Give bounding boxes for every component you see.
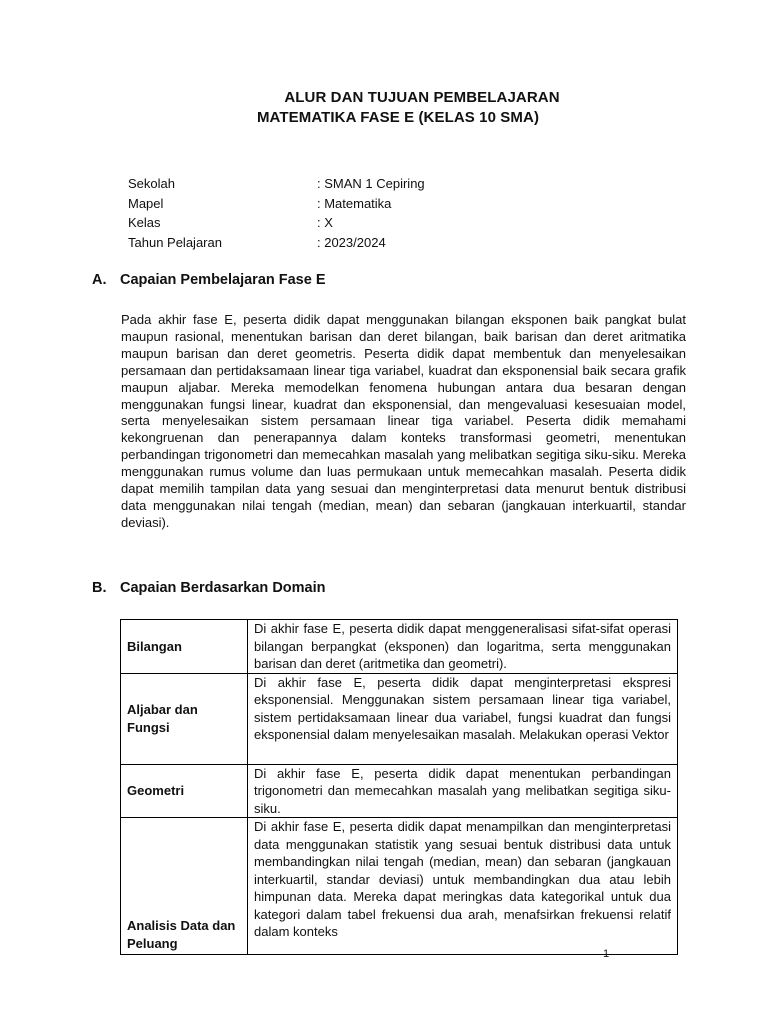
domain-name: Geometri (121, 764, 248, 818)
info-label: Tahun Pelajaran (128, 234, 222, 250)
domain-name: Analisis Data dan Peluang (121, 818, 248, 955)
info-row-academic-year (128, 233, 425, 253)
document-title-line1: ALUR DAN TUJUAN PEMBELAJARAN (284, 89, 560, 106)
info-row-subject (128, 194, 425, 214)
domain-description: Di akhir fase E, peserta didik dapat menginterpretasi ekspresi eksponensial. Menggunakan sistem persamaan linear tiga variabel, sistem pertidaksamaan linear dua variabel, fungsi kuadrat dan fungsi eksponensial dalam menyelesaikan masalah. Melakukan operasi Vektor (248, 673, 678, 764)
domain-description-cell (248, 818, 678, 955)
info-value: : 2023/2024 (317, 234, 386, 250)
document-title-line2: MATEMATIKA FASE E (KELAS 10 SMA) (256, 109, 540, 126)
domain-name: Aljabar dan Fungsi (121, 673, 248, 764)
section-a-paragraph: Pada akhir fase E, peserta didik dapat menggunakan bilangan eksponen baik pangkat bulat maupun rasional, menentukan barisan dan deret bilangan, baik barisan dan deret aritmatika maupun barisan dan deret geometris. Peserta didik dapat membentuk dan menyelesaikan persamaan dan pertidaksamaan linear tiga variabel, kuadrat dan eksponensial baik secara grafik maupun aljabar. Mereka memodelkan fenomena hubungan antara dua besaran dengan menggunakan fungsi linear, kuadrat dan eksponensial, dan mengevaluasi kesesuaian model, serta menyelesaikan sistem persamaan linear tiga variabel. Peserta didik memahami kekongruenan dan penerapannya dalam konteks transformasi geometri, menentukan perbandingan trigonometri dan memecahkan masalah yang melibatkan segitiga siku-siku. Mereka menggunakan rumus volume dan luas permukaan untuk memecahkan masalah. Peserta didik dapat memilih tampilan data yang sesuai dan menginterpretasi data menurut bentuk distribusi data menggunakan nilai tengah (median, mean) dan sebaran (jangkauan interkuartil, standar deviasi). (121, 312, 686, 530)
section-a-heading (92, 272, 326, 288)
table-row (121, 818, 678, 955)
table-row (121, 673, 678, 764)
domain-description: Di akhir fase E, peserta didik dapat menampilkan dan menginterpretasi data menggunakan statistik yang sesuai bentuk distribusi data untuk membandingkan nilai tengah (median, mean) dan sebaran (jangkauan interkuartil, standar deviasi) untuk membandingkan dua atau lebih himpunan data. Mereka dapat meringkas data kategorikal untuk dua kategori dalam tabel frekuensi dua arah, menafsirkan frekuensi relatif dalam konteks (254, 819, 671, 939)
info-label: Sekolah (128, 176, 175, 191)
info-label: Kelas (128, 215, 161, 230)
info-row-class (128, 213, 425, 233)
info-label: Mapel (128, 195, 164, 211)
section-b-title: Capaian Berdasarkan Domain (120, 580, 326, 596)
page-number: 1 (603, 948, 610, 960)
domain-description: Di akhir fase E, peserta didik dapat menentukan perbandingan trigonometri dan memecahkan masalah yang melibatkan segitiga siku-siku. (248, 764, 678, 818)
domain-table (120, 619, 678, 955)
domain-name: Bilangan (121, 620, 248, 674)
section-b-heading (92, 580, 326, 596)
domain-description: Di akhir fase E, peserta didik dapat menggeneralisasi sifat-sifat operasi bilangan berpangkat (eksponen) dan logaritma, serta menggunakan barisan dan deret (aritmetika dan geometri). (248, 620, 678, 674)
section-b-number: B. (92, 580, 107, 596)
info-row-school (128, 174, 425, 194)
info-value: : X (317, 215, 333, 230)
info-value: : Matematika (317, 195, 392, 211)
table-row (121, 764, 678, 818)
table-row (121, 620, 678, 674)
info-value: : SMAN 1 Cepiring (317, 176, 425, 191)
section-a-title: Capaian Pembelajaran Fase E (120, 272, 326, 288)
section-a-number: A. (92, 272, 107, 288)
info-block (128, 174, 425, 252)
